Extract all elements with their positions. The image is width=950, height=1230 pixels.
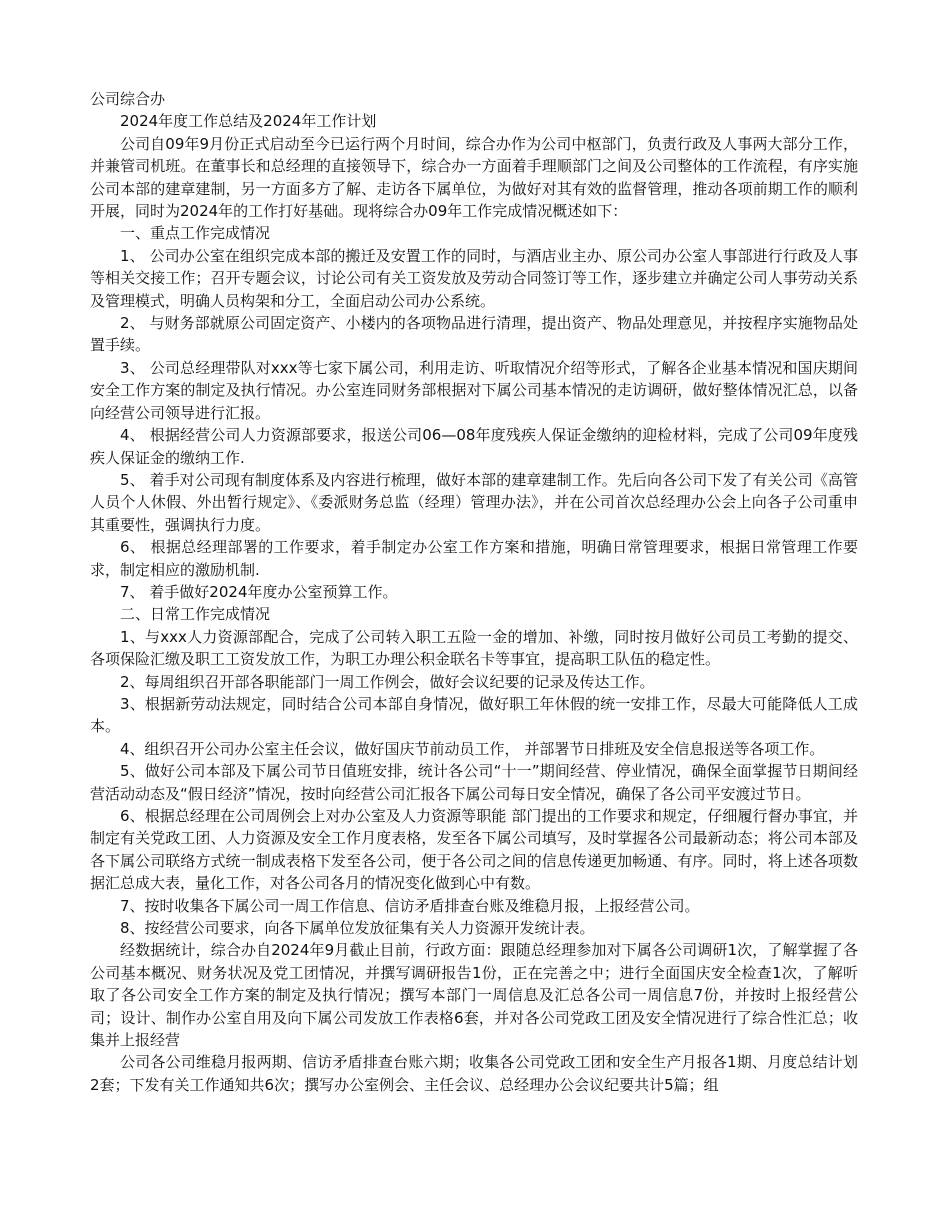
statistics-paragraph: 经数据统计，综合办自2024年9月截止目前，行政方面：跟随总经理参加对下属各公司调研1次，了解掌握了各公司基本概况、财务状况及党工团情况，并撰写调研报告1份，正在完善之中；进行全面国庆安全检查1次，了解听取了各公司安全工作方案的制定及执行情况；撰写本部门一周信息及汇总各公司一周信息7份，并按时上报经营公司；设计、制作办公室自用及向下属公司发放工作表格6套，并对各公司党政工团及安全情况进行了综合性汇总；收集并上报经营 [90,941,858,1050]
document-title: 2024年度工作总结及2024年工作计划 [120,112,377,131]
key-work-item-2: 2、 与财务部就原公司固定资产、小楼内的各项物品进行清理，提出资产、物品处理意见，并按程序实施物品处置手续。 [90,314,858,355]
section-heading-daily-work: 二、日常工作完成情况 [120,605,271,624]
daily-work-item-6: 6、根据总经理在公司周例会上对办公室及人力资源等职能 部门提出的工作要求和规定，仔细履行督办事宜，并制定有关党政工团、人力资源及安全工作月度表格，发至各下属公司填写，及时掌握各公司最新动态；将公司本部及各下属公司联络方式统一制成表格下发至各公司，便于各公司之间的信息传递更加畅通、有序。同时，将上述各项数据汇总成大表，量化工作，对各公司各月的情况变化做到心中有数。 [90,807,858,893]
key-work-item-5: 5、 着手对公司现有制度体系及内容进行梳理，做好本部的建章建制工作。先后向各公司下发了有关公司《高管人员个人休假、外出暂行规定》、《委派财务总监（经理）管理办法》，并在公司首次总经理办公会上向各子公司重申其重要性，强调执行力度。 [90,470,858,534]
key-work-item-7: 7、 着手做好2024年度办公室预算工作。 [120,582,398,601]
key-work-item-3: 3、 公司总经理带队对xxx等七家下属公司，利用走访、听取情况介绍等形式，了解各企业基本情况和国庆期间安全工作方案的制定及执行情况。办公室连同财务部根据对下属公司基本情况的走访调研，做好整体情况汇总，以备向经营公司领导进行汇报。 [90,358,858,422]
key-work-item-1: 1、 公司办公室在组织完成本部的搬迁及安置工作的同时，与酒店业主办、原公司办公室人事部进行行政及人事等相关交接工作；召开专题会议，讨论公司有关工资发放及劳动合同签订等工作，逐步建立并确定公司人事劳动关系及管理模式，明确人员构架和分工，全面启动公司办公系统。 [90,246,858,310]
intro-paragraph: 公司自09年9月份正式启动至今已运行两个月时间，综合办作为公司中枢部门，负责行政及人事两大部分工作，并兼管司机班。在董事长和总经理的直接领导下，综合办一方面着手理顺部门之间及公司整体的工作流程，有序实施公司本部的建章建制，另一方面多方了解、走访各下属单位，为做好对其有效的监督管理，推动各项前期工作的顺利开展，同时为2024年的工作打好基础。现将综合办09年工作完成情况概述如下： [90,134,858,221]
daily-work-item-3: 3、根据新劳动法规定，同时结合公司本部自身情况，做好职工年休假的统一安排工作，尽最大可能降低人工成本。 [90,694,858,736]
org-name: 公司综合办 [90,90,166,108]
daily-work-item-5: 5、做好公司本部及下属公司节日值班安排，统计各公司“十一”期间经营、停业情况，确保全面掌握节日期间经营活动动态及“假日经济”情况，按时向经营公司汇报各下属公司每日安全情况，确保了各公司平安渡过节日。 [90,762,858,803]
daily-work-item-8: 8、按经营公司要求，向各下属单位发放征集有关人力资源开发统计表。 [120,919,595,938]
document-body [90,88,858,1096]
key-work-item-6: 6、 根据总经理部署的工作要求，着手制定办公室工作方案和措施，明确日常管理要求，根据日常管理工作要求，制定相应的激励机制. [90,538,858,579]
daily-work-item-7: 7、按时收集各下属公司一周工作信息、信访矛盾排查台账及维稳月报，上报经营公司。 [120,896,700,915]
key-work-item-4: 4、 根据经营公司人力资源部要求，报送公司06—08年度残疾人保证金缴纳的迎检材料，完成了公司09年度残疾人保证金的缴纳工作. [90,426,858,467]
daily-work-item-4: 4、组织召开公司办公室主任会议，做好国庆节前动员工作， 并部署节日排班及安全信息报送等各项工作。 [120,739,825,758]
daily-work-item-1: 1、与xxx人力资源部配合，完成了公司转入职工五险一金的增加、补缴，同时按月做好公司员工考勤的提交、各项保险汇缴及职工工资发放工作，为职工办理公积金联名卡等事宜，提高职工队伍的稳定性。 [90,627,858,669]
statistics-continued-paragraph: 公司各公司维稳月报两期、信访矛盾排查台账六期；收集各公司党政工团和安全生产月报各1期、月度总结计划2套；下发有关工作通知共6次；撰写办公室例会、主任会议、总经理办公会议纪要共计5篇；组 [90,1053,858,1094]
section-heading-key-work: 一、重点工作完成情况 [120,224,271,243]
daily-work-item-2: 2、每周组织召开部各职能部门一周工作例会，做好会议纪要的记录及传达工作。 [120,672,655,691]
